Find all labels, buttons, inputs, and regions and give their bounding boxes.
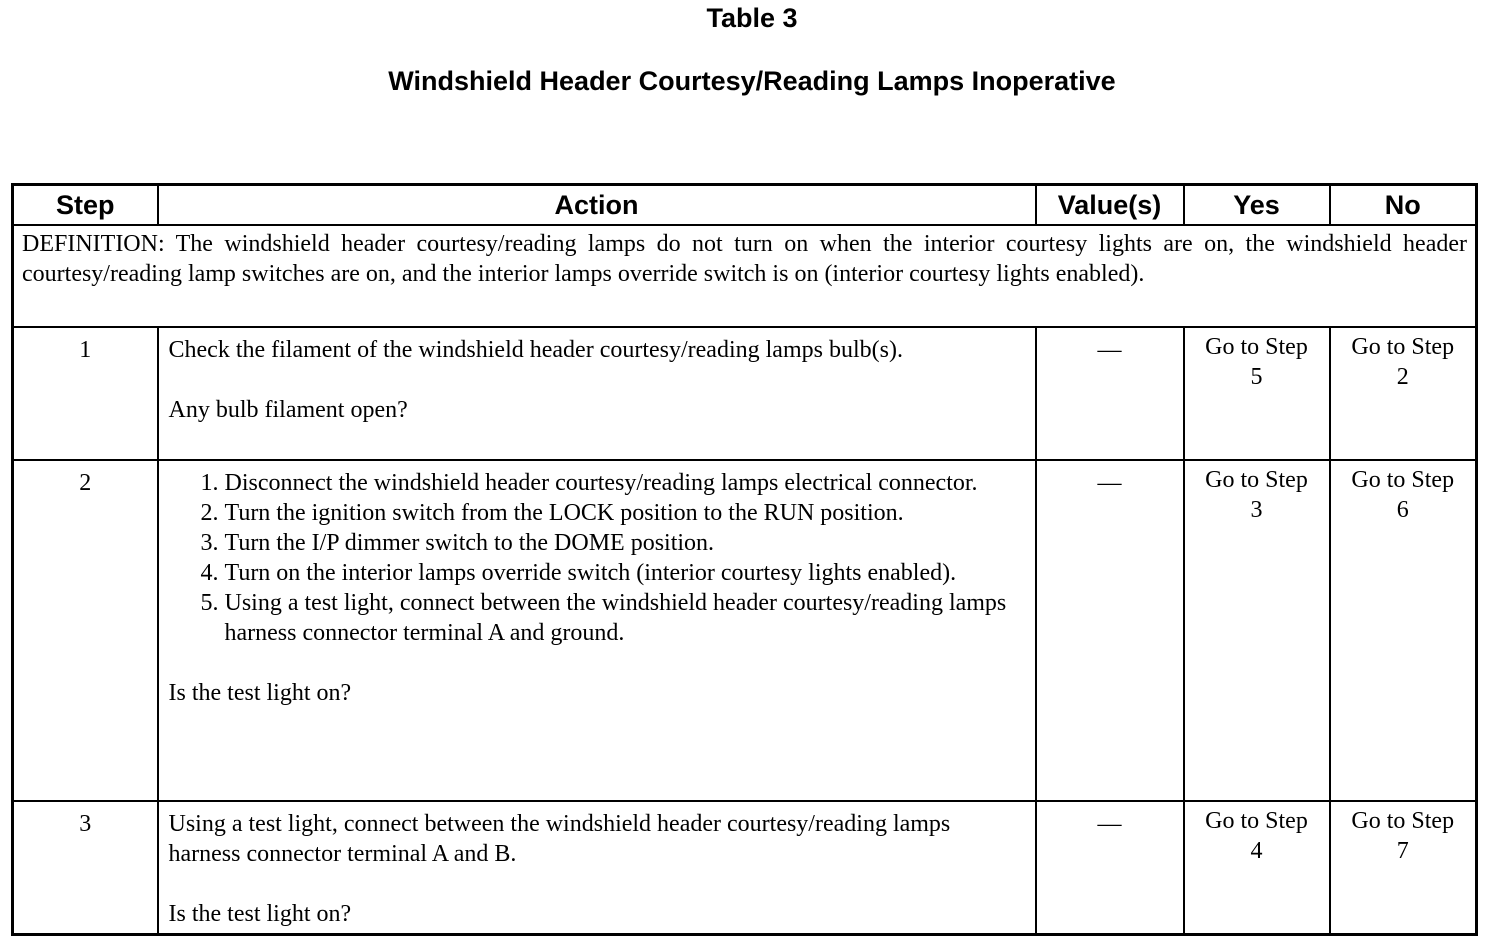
- no-goto-label: Go to Step: [1351, 334, 1455, 360]
- header-row: [13, 185, 1477, 226]
- substep-list: [169, 468, 1027, 648]
- value-cell: —: [1036, 460, 1184, 801]
- no-goto-label: Go to Step: [1351, 808, 1455, 834]
- action-question: Is the test light on?: [168, 901, 352, 927]
- header-action: Action: [158, 185, 1036, 226]
- substep-item: 4. Turn on the interior lamps override switch (interior courtesy lights enabled).: [225, 558, 1027, 588]
- no-cell: [1330, 460, 1477, 801]
- no-step-number: 7: [1396, 838, 1409, 864]
- diagnostic-table: [11, 183, 1478, 936]
- action-cell: [158, 327, 1036, 460]
- table-number: Table 3: [706, 3, 798, 33]
- substep-item: 5. Using a test light, connect between the windshield header courtesy/reading lamps harness connector terminal A and ground.: [225, 588, 1027, 648]
- yes-cell: [1184, 327, 1330, 460]
- table-row: [13, 327, 1477, 460]
- header-no: No: [1330, 185, 1477, 226]
- table-row: [13, 460, 1477, 801]
- action-cell: [158, 801, 1036, 935]
- value-cell: —: [1036, 801, 1184, 935]
- yes-goto-label: Go to Step: [1205, 467, 1308, 493]
- substep-item: 3. Turn the I/P dimmer switch to the DOME position.: [225, 528, 1027, 558]
- yes-cell: [1184, 460, 1330, 801]
- value-cell: —: [1036, 327, 1184, 460]
- action-question: Any bulb filament open?: [168, 397, 408, 423]
- header-step: Step: [13, 185, 158, 226]
- yes-step-number: 4: [1250, 838, 1263, 864]
- no-cell: [1330, 327, 1477, 460]
- yes-cell: [1184, 801, 1330, 935]
- yes-goto-label: Go to Step: [1205, 808, 1308, 834]
- substep-item: 1. Disconnect the windshield header courtesy/reading lamps electrical connector.: [225, 468, 1027, 498]
- action-question: Is the test light on?: [168, 680, 352, 706]
- action-text: Check the filament of the windshield header courtesy/reading lamps bulb(s).: [168, 337, 903, 363]
- yes-step-number: 3: [1250, 497, 1263, 523]
- no-cell: [1330, 801, 1477, 935]
- no-goto-label: Go to Step: [1351, 467, 1455, 493]
- header-values: Value(s): [1036, 185, 1184, 226]
- action-text: Using a test light, connect between the windshield header courtesy/reading lamps harness connector terminal A and B.: [168, 811, 951, 867]
- header-yes: Yes: [1184, 185, 1330, 226]
- step-number: 2: [13, 460, 158, 801]
- table-title: Windshield Header Courtesy/Reading Lamps Inoperative: [388, 66, 1116, 96]
- no-step-number: 2: [1396, 364, 1409, 390]
- step-number: 1: [13, 327, 158, 460]
- definition-text: DEFINITION: The windshield header courtesy/reading lamps do not turn on when the interior courtesy lights are on, the windshield header courtesy/reading lamp switches are on, and the interior lamps override switch is on (interior courtesy lights enabled).: [13, 225, 1477, 327]
- yes-step-number: 5: [1250, 364, 1263, 390]
- action-cell: [158, 460, 1036, 801]
- substep-item: 2. Turn the ignition switch from the LOCK position to the RUN position.: [225, 498, 1027, 528]
- definition-row: [13, 225, 1477, 327]
- no-step-number: 6: [1396, 497, 1409, 523]
- step-number: 3: [13, 801, 158, 935]
- yes-goto-label: Go to Step: [1205, 334, 1308, 360]
- table-row: [13, 801, 1477, 935]
